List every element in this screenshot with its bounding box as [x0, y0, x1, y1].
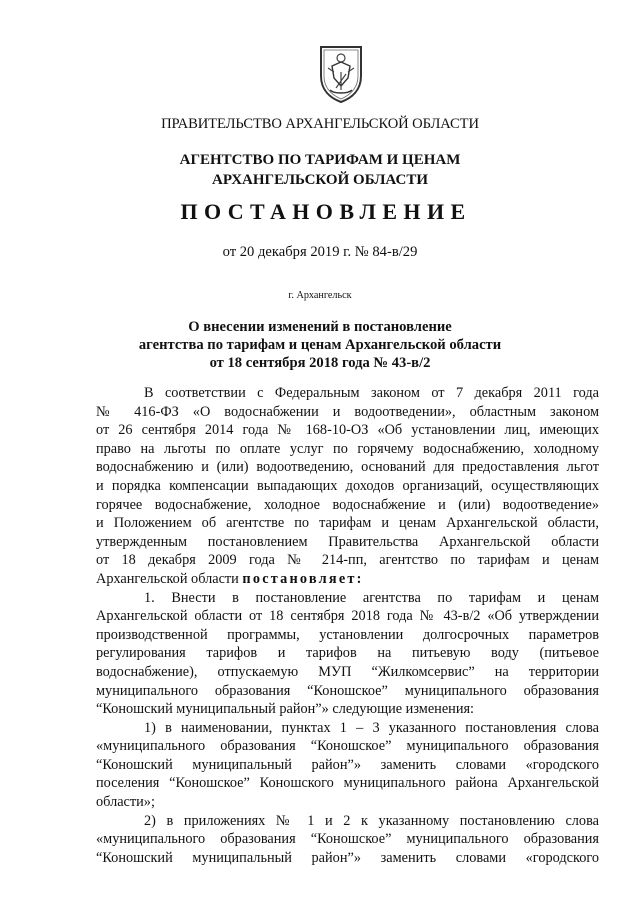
text-line: и порядка компенсации выпадающих доходов организаций, осуществляющих: [96, 477, 599, 494]
text-line: 1) в наименовании, пунктах 1 – 3 указанного постановления слова: [144, 719, 599, 736]
agency-name-line-1: АГЕНТСТВО ПО ТАРИФАМ И ЦЕНАМ: [179, 152, 461, 168]
text-line: и Положением об агентстве по тарифам и ценам Архангельской области,: [96, 515, 599, 532]
document-body: [96, 384, 599, 867]
text-line: № 416-ФЗ «О водоснабжении и водоотведении», областным законом: [96, 403, 599, 420]
text-line: 2) в приложениях № 1 и 2 к указанному постановлению слова: [144, 812, 599, 829]
text-line: горячее водоснабжение, холодное водоснабжение и (или) водоотведение»: [96, 496, 599, 513]
paragraph-subitem-1: [96, 719, 599, 812]
text-line: регулирования тарифов и тарифов на питьевую воду (питьевое: [96, 645, 599, 662]
resolves-word: постановляет:: [242, 570, 364, 587]
document-date-number: от 20 декабря 2019 г. № 84-в/29: [222, 244, 418, 260]
document-city: г. Архангельск: [288, 290, 352, 301]
text-line: производственной программы, установлении долгосрочных параметров: [96, 626, 599, 643]
agency-name: [0, 150, 640, 190]
text-line: утвержденным постановлением Правительства Архангельской области: [96, 533, 599, 550]
text-line: поселения “Коношское” Коношского муниципального района Архангельской: [96, 775, 599, 792]
title-line-2: агентства по тарифам и ценам Архангельской области: [138, 337, 502, 353]
document-type: ПОСТАНОВЛЕНИЕ: [180, 199, 472, 224]
text-line: 1. Внести в постановление агентства по тарифам и ценам: [144, 589, 599, 606]
text-line: “Коношский муниципальный район”» следующие изменения:: [96, 701, 475, 718]
title-line-3: от 18 сентября 2018 года № 43-в/2: [209, 355, 431, 371]
paragraph-preamble: [96, 384, 599, 589]
agency-name-line-2: АРХАНГЕЛЬСКОЙ ОБЛАСТИ: [212, 172, 428, 188]
paragraph-item-1: [96, 589, 599, 719]
text-line: В соответствии с Федеральным законом от 7 декабря 2011 года: [144, 385, 599, 401]
text-line: [96, 570, 599, 589]
government-name: ПРАВИТЕЛЬСТВО АРХАНГЕЛЬСКОЙ ОБЛАСТИ: [161, 116, 479, 132]
text-line: Архангельской области от 18 сентября 2018 года № 43-в/2 «Об утверждении: [96, 608, 599, 625]
text-line: муниципального образования “Коношское” муниципального образования: [96, 682, 599, 699]
text-line: «муниципального образования “Коношское” муниципального образования: [96, 738, 599, 755]
text-line: право на льготы по оплате услуг по горячему водоснабжению, холодному: [96, 440, 599, 457]
text-line: области»;: [96, 794, 155, 811]
coat-of-arms-emblem: [318, 44, 364, 104]
text-line: «муниципального образования “Коношское” муниципального образования: [96, 831, 599, 848]
text-line: водоснабжению и (или) водоотведению, оснований для предоставления льгот: [96, 459, 599, 476]
text-line: от 18 декабря 2009 года № 214-пп, агентство по тарифам и ценам: [96, 552, 599, 569]
document-title: [0, 318, 640, 372]
text-fragment: Архангельской области: [96, 570, 243, 587]
title-line-1: О внесении изменений в постановление: [188, 319, 452, 335]
paragraph-subitem-2: [96, 812, 599, 868]
text-line: “Коношский муниципальный район”» заменить словами «городского: [96, 756, 599, 773]
text-line: “Коношский муниципальный район”» заменить словами «городского: [96, 849, 599, 866]
text-line: от 26 сентября 2014 года № 168-10-ОЗ «Об установлении лиц, имеющих: [96, 422, 599, 439]
text-line: водоснабжение), отпускаемую МУП “Жилкомсервис” на территории: [96, 663, 599, 680]
